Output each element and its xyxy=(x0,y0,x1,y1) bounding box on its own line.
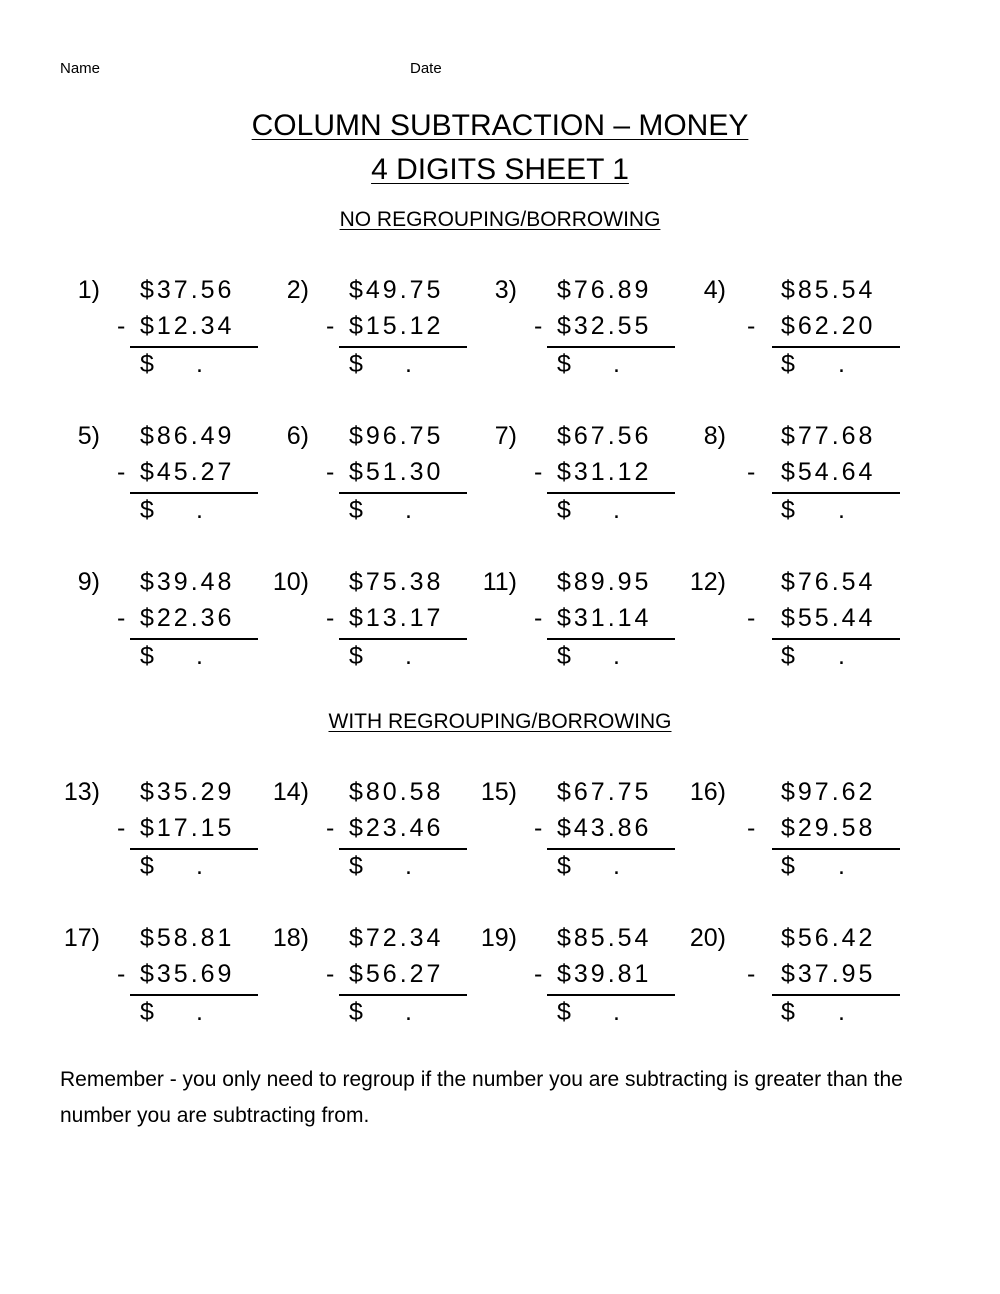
subtrahend: $17.15 xyxy=(140,814,235,842)
answer-decimal-point: . xyxy=(196,642,203,670)
answer-line xyxy=(772,848,900,850)
minuend: $89.95 xyxy=(557,568,652,596)
answer-decimal-point: . xyxy=(613,496,620,524)
section-heading-label: WITH REGROUPING/BORROWING xyxy=(328,710,672,733)
answer-dollar-sign: $ xyxy=(140,496,154,524)
minuend: $56.42 xyxy=(781,924,876,952)
subtrahend: $45.27 xyxy=(140,458,235,486)
subtraction-problem xyxy=(668,422,903,542)
answer-decimal-point: . xyxy=(613,852,620,880)
subtrahend: $13.17 xyxy=(349,604,444,632)
answer-line xyxy=(547,638,675,640)
subtraction-problem xyxy=(42,568,277,688)
subtrahend: $32.55 xyxy=(557,312,652,340)
subtraction-problem xyxy=(42,924,277,1044)
answer-dollar-sign: $ xyxy=(349,998,363,1026)
minuend: $77.68 xyxy=(781,422,876,450)
answer-dollar-sign: $ xyxy=(781,496,795,524)
answer-decimal-point: . xyxy=(196,852,203,880)
answer-dollar-sign: $ xyxy=(349,642,363,670)
subtrahend: $43.86 xyxy=(557,814,652,842)
subtraction-problem xyxy=(668,778,903,898)
page-title-line-2: 4 DIGITS SHEET 1 xyxy=(371,153,629,186)
answer-decimal-point: . xyxy=(838,350,845,378)
minus-sign: - xyxy=(326,458,335,486)
answer-decimal-point: . xyxy=(838,496,845,524)
subtraction-problem xyxy=(42,276,277,396)
minus-sign: - xyxy=(747,312,756,340)
subtrahend: $39.81 xyxy=(557,960,652,988)
answer-line xyxy=(339,346,467,348)
subtraction-problem xyxy=(42,422,277,542)
problem-number: 6) xyxy=(286,422,309,450)
answer-decimal-point: . xyxy=(196,998,203,1026)
minus-sign: - xyxy=(534,604,543,632)
subtraction-problem xyxy=(668,924,903,1044)
minuend: $75.38 xyxy=(349,568,444,596)
answer-dollar-sign: $ xyxy=(140,998,154,1026)
problem-number: 5) xyxy=(77,422,100,450)
answer-line xyxy=(772,638,900,640)
answer-line xyxy=(339,492,467,494)
subtraction-problem xyxy=(251,422,486,542)
answer-decimal-point: . xyxy=(613,998,620,1026)
subtraction-problem xyxy=(459,276,694,396)
problem-number: 19) xyxy=(480,924,517,952)
answer-dollar-sign: $ xyxy=(557,642,571,670)
minuend: $85.54 xyxy=(557,924,652,952)
answer-line xyxy=(547,848,675,850)
subtrahend: $23.46 xyxy=(349,814,444,842)
minus-sign: - xyxy=(747,814,756,842)
subtraction-problem xyxy=(251,778,486,898)
subtraction-problem xyxy=(459,422,694,542)
answer-decimal-point: . xyxy=(838,998,845,1026)
problem-number: 17) xyxy=(63,924,100,952)
subtrahend: $31.12 xyxy=(557,458,652,486)
problem-number: 12) xyxy=(689,568,726,596)
problem-number: 11) xyxy=(482,568,517,596)
minus-sign: - xyxy=(117,312,126,340)
minuend: $72.34 xyxy=(349,924,444,952)
answer-decimal-point: . xyxy=(405,852,412,880)
subtrahend: $22.36 xyxy=(140,604,235,632)
answer-line xyxy=(772,492,900,494)
problem-number: 9) xyxy=(77,568,100,596)
page-subtitle xyxy=(0,148,1000,192)
minuend: $76.54 xyxy=(781,568,876,596)
minus-sign: - xyxy=(534,814,543,842)
minus-sign: - xyxy=(747,960,756,988)
minuend: $85.54 xyxy=(781,276,876,304)
answer-decimal-point: . xyxy=(613,350,620,378)
subtraction-problem xyxy=(42,778,277,898)
problem-number: 18) xyxy=(272,924,309,952)
subtrahend: $37.95 xyxy=(781,960,876,988)
answer-dollar-sign: $ xyxy=(781,642,795,670)
minuend: $96.75 xyxy=(349,422,444,450)
subtrahend: $55.44 xyxy=(781,604,876,632)
subtrahend: $29.58 xyxy=(781,814,876,842)
answer-line xyxy=(130,346,258,348)
answer-line xyxy=(130,638,258,640)
answer-line xyxy=(130,994,258,996)
minus-sign: - xyxy=(534,458,543,486)
answer-line xyxy=(130,492,258,494)
page-title-line-1: COLUMN SUBTRACTION – MONEY xyxy=(251,109,749,142)
answer-dollar-sign: $ xyxy=(781,852,795,880)
minus-sign: - xyxy=(117,458,126,486)
answer-line xyxy=(339,994,467,996)
answer-line xyxy=(547,492,675,494)
subtraction-problem xyxy=(251,276,486,396)
answer-dollar-sign: $ xyxy=(781,350,795,378)
minuend: $58.81 xyxy=(140,924,235,952)
subtrahend: $12.34 xyxy=(140,312,235,340)
reminder-note: Remember - you only need to regroup if the number you are subtracting is greater than the number you are subtracting from. xyxy=(60,1068,903,1127)
answer-line xyxy=(339,848,467,850)
answer-dollar-sign: $ xyxy=(557,852,571,880)
section-heading-with-regrouping xyxy=(0,710,1000,734)
minuend: $35.29 xyxy=(140,778,235,806)
answer-line xyxy=(547,994,675,996)
answer-decimal-point: . xyxy=(405,496,412,524)
answer-line xyxy=(772,994,900,996)
answer-dollar-sign: $ xyxy=(557,496,571,524)
minus-sign: - xyxy=(326,814,335,842)
section-heading-no-regrouping xyxy=(0,208,1000,232)
answer-dollar-sign: $ xyxy=(557,350,571,378)
answer-dollar-sign: $ xyxy=(349,496,363,524)
subtrahend: $56.27 xyxy=(349,960,444,988)
problem-number: 10) xyxy=(272,568,309,596)
subtraction-problem xyxy=(459,568,694,688)
date-label: Date xyxy=(410,60,442,77)
answer-dollar-sign: $ xyxy=(140,350,154,378)
minus-sign: - xyxy=(747,458,756,486)
answer-decimal-point: . xyxy=(613,642,620,670)
subtrahend: $35.69 xyxy=(140,960,235,988)
answer-line xyxy=(772,346,900,348)
answer-dollar-sign: $ xyxy=(349,350,363,378)
answer-dollar-sign: $ xyxy=(781,998,795,1026)
answer-dollar-sign: $ xyxy=(349,852,363,880)
minus-sign: - xyxy=(117,814,126,842)
problem-number: 7) xyxy=(494,422,517,450)
answer-decimal-point: . xyxy=(405,998,412,1026)
minus-sign: - xyxy=(326,604,335,632)
minus-sign: - xyxy=(117,960,126,988)
subtraction-problem xyxy=(251,924,486,1044)
problem-number: 16) xyxy=(689,778,726,806)
subtrahend: $54.64 xyxy=(781,458,876,486)
problem-number: 15) xyxy=(480,778,517,806)
subtraction-problem xyxy=(459,778,694,898)
problem-number: 20) xyxy=(689,924,726,952)
minuend: $49.75 xyxy=(349,276,444,304)
answer-dollar-sign: $ xyxy=(140,642,154,670)
problem-number: 8) xyxy=(703,422,726,450)
minuend: $76.89 xyxy=(557,276,652,304)
subtrahend: $51.30 xyxy=(349,458,444,486)
section-heading-label: NO REGROUPING/BORROWING xyxy=(339,208,661,231)
answer-dollar-sign: $ xyxy=(140,852,154,880)
subtrahend: $15.12 xyxy=(349,312,444,340)
minuend: $67.75 xyxy=(557,778,652,806)
answer-decimal-point: . xyxy=(196,496,203,524)
problem-number: 4) xyxy=(703,276,726,304)
answer-decimal-point: . xyxy=(405,350,412,378)
problem-number: 13) xyxy=(63,778,100,806)
subtraction-problem xyxy=(251,568,486,688)
subtraction-problem xyxy=(668,276,903,396)
problem-number: 1) xyxy=(77,276,100,304)
minus-sign: - xyxy=(534,960,543,988)
answer-dollar-sign: $ xyxy=(557,998,571,1026)
minuend: $97.62 xyxy=(781,778,876,806)
answer-decimal-point: . xyxy=(405,642,412,670)
answer-line xyxy=(339,638,467,640)
minuend: $39.48 xyxy=(140,568,235,596)
minus-sign: - xyxy=(534,312,543,340)
minus-sign: - xyxy=(117,604,126,632)
answer-line xyxy=(547,346,675,348)
minuend: $80.58 xyxy=(349,778,444,806)
subtraction-problem xyxy=(668,568,903,688)
page-title xyxy=(0,104,1000,148)
problem-number: 3) xyxy=(494,276,517,304)
answer-decimal-point: . xyxy=(838,852,845,880)
subtraction-problem xyxy=(459,924,694,1044)
minuend: $37.56 xyxy=(140,276,235,304)
problem-number: 14) xyxy=(272,778,309,806)
minus-sign: - xyxy=(326,312,335,340)
answer-line xyxy=(130,848,258,850)
minus-sign: - xyxy=(747,604,756,632)
answer-decimal-point: . xyxy=(838,642,845,670)
problem-number: 2) xyxy=(286,276,309,304)
subtrahend: $31.14 xyxy=(557,604,652,632)
subtrahend: $62.20 xyxy=(781,312,876,340)
answer-decimal-point: . xyxy=(196,350,203,378)
minuend: $86.49 xyxy=(140,422,235,450)
minuend: $67.56 xyxy=(557,422,652,450)
minus-sign: - xyxy=(326,960,335,988)
name-label: Name xyxy=(60,60,101,77)
